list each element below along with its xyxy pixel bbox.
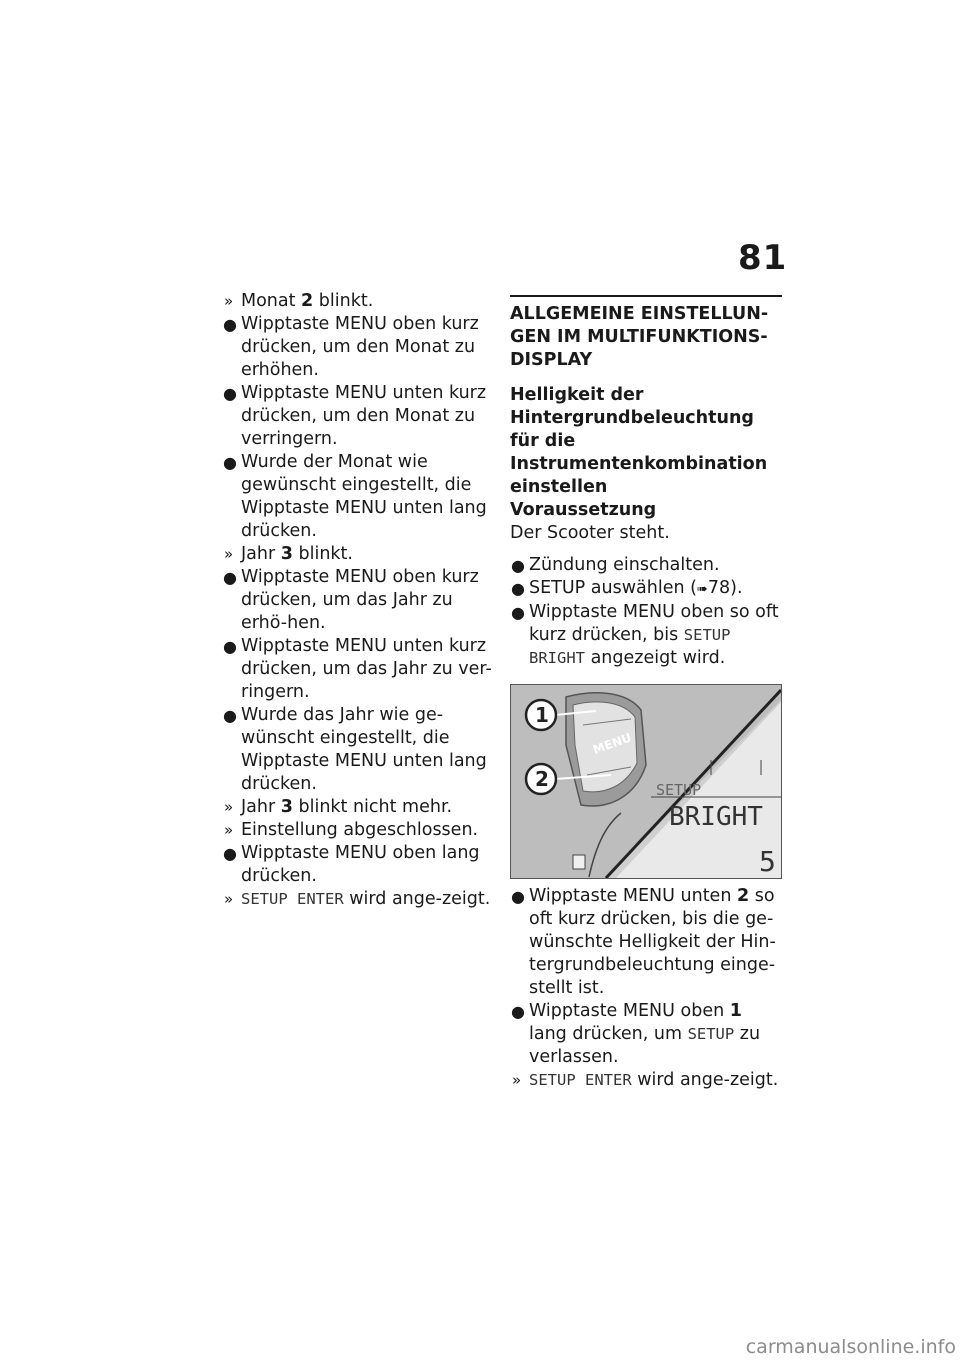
callout-number: 1 [729,1001,742,1021]
instrument-figure [510,684,782,879]
result-marker-icon: » [224,798,234,816]
step-item: ● Wipptaste MENU oben kurz drücken, um das Jahr zu erhö-hen. [223,567,479,633]
result-item: » Monat 2 blinkt. [224,291,374,311]
step-item: ● SETUP auswählen (➠78). [511,578,743,598]
callout-number: 2 [301,291,314,311]
step-item: ● Wipptaste MENU unten kurz drücken, um den Monat zu verringern. [223,383,487,449]
step-item: ● Wurde das Jahr wie ge-wünscht eingestellt, die Wipptaste MENU unten lang drücken. [223,705,487,794]
bullet-icon: ● [223,637,237,656]
bullet-icon: ● [511,887,525,906]
bullet-icon: ● [511,556,525,575]
condition-text: Der Scooter steht. [510,523,670,543]
step-item: ● Wipptaste MENU unten 2 so oft kurz drücken, bis die ge-wünschte Helligkeit der Hin-tergrundbeleuchtung einge-stellt ist. [511,886,776,998]
step-item: ● Wipptaste MENU oben 1 lang drücken, um SETUP zu verlassen. [511,1001,761,1067]
bullet-icon: ● [223,453,237,472]
section-divider [510,295,782,297]
sub-heading: Helligkeit der Hintergrundbeleuchtung für die Instrumentenkombination einstellen [510,385,768,497]
step-item: ● Wipptaste MENU unten kurz drücken, um das Jahr zu ver-ringern. [223,636,492,702]
display-bright-text: BRIGHT [669,802,763,832]
step-item: ● Wipptaste MENU oben so oft kurz drücken, bis SETUP BRIGHT angezeigt wird. [511,602,779,668]
bullet-icon: ● [223,706,237,725]
callout-number: 3 [280,797,293,817]
result-marker-icon: » [224,292,234,310]
result-item: » Jahr 3 blinkt. [224,544,353,564]
result-marker-icon: » [224,821,234,839]
callout-number: 3 [280,544,293,564]
page-number: 81 [738,238,788,278]
result-marker-icon: » [224,890,234,908]
bullet-icon: ● [223,844,237,863]
callout-2-label: 2 [535,767,549,791]
display-text: SETUP BRIGHT [529,626,731,667]
watermark-text: carmanualsonline.info [745,1336,956,1358]
display-text: SETUP ENTER [241,890,344,908]
bullet-icon: ● [223,315,237,334]
bullet-icon: ● [511,1002,525,1021]
result-item: » Jahr 3 blinkt nicht mehr. [224,797,453,817]
condition-heading: Voraussetzung [510,500,657,520]
left-column [222,290,492,911]
bullet-icon: ● [511,579,525,598]
callout-1-label: 1 [535,703,549,727]
menu-button-label: MENU [591,730,634,758]
bullet-icon: ● [223,568,237,587]
result-item: » SETUP ENTER wird ange-zeigt. [512,1070,779,1090]
step-item: ● Wurde der Monat wie gewünscht eingestellt, die Wipptaste MENU unten lang drücken. [223,452,487,541]
display-value-text: 5 [759,845,776,878]
step-item: ● Wipptaste MENU oben kurz drücken, um den Monat zu erhöhen. [223,314,479,380]
result-marker-icon: » [224,545,234,563]
callout-number: 2 [736,886,750,906]
bullet-icon: ● [223,384,237,403]
page-reference[interactable]: 78 [707,578,731,598]
section-title: ALLGEMEINE EINSTELLUN-GEN IM MULTIFUNKTIONS-DISPLAY [510,304,769,370]
result-marker-icon: » [512,1071,522,1089]
step-item: ● Wipptaste MENU oben lang drücken. [223,843,480,886]
display-setup-text: SETUP [656,781,702,799]
display-text: SETUP ENTER [529,1071,632,1089]
display-text: SETUP [687,1025,735,1043]
bullet-icon: ● [511,603,525,622]
handlebar-display-illustration [511,685,781,878]
arrow-right-icon: ➠ [696,582,708,597]
step-item: ● Zündung einschalten. [511,555,720,575]
right-column [510,295,782,1092]
result-item: » Einstellung abgeschlossen. [224,820,479,840]
result-item: » SETUP ENTER wird ange-zeigt. [224,889,491,909]
